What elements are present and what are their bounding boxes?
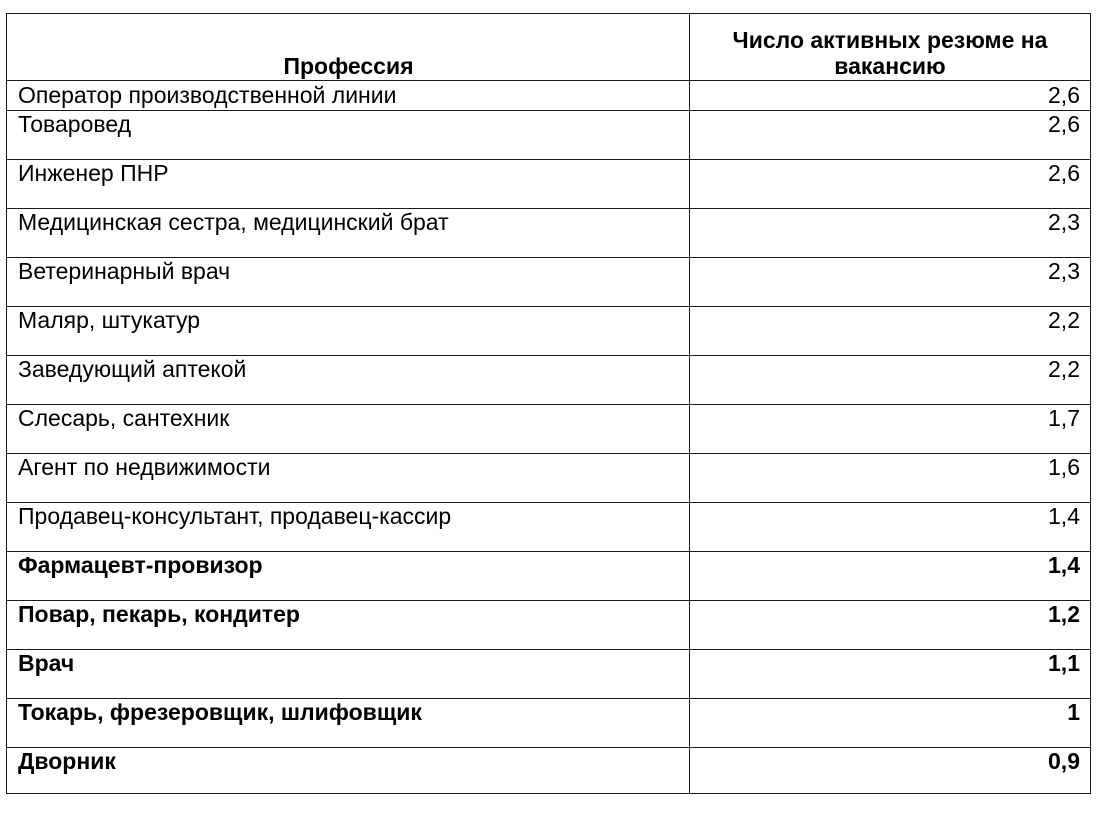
profession-cell: Повар, пекарь, кондитер (7, 601, 690, 650)
ratio-cell: 1,4 (690, 503, 1091, 552)
profession-cell: Агент по недвижимости (7, 454, 690, 503)
profession-cell: Товаровед (7, 111, 690, 160)
table-row (7, 699, 1091, 748)
profession-cell: Токарь, фрезеровщик, шлифовщик (7, 699, 690, 748)
profession-cell: Медицинская сестра, медицинский брат (7, 209, 690, 258)
ratio-cell: 1,4 (690, 552, 1091, 601)
ratio-cell: 2,2 (690, 356, 1091, 405)
ratio-cell: 1 (690, 699, 1091, 748)
table-row (7, 81, 1091, 111)
header-ratio: Число активных резюме на вакансию (690, 14, 1091, 81)
profession-cell: Инженер ПНР (7, 160, 690, 209)
table-row (7, 160, 1091, 209)
profession-cell: Оператор производственной линии (7, 81, 690, 111)
profession-cell: Фармацевт-провизор (7, 552, 690, 601)
table-row (7, 209, 1091, 258)
table-row (7, 650, 1091, 699)
profession-cell: Заведующий аптекой (7, 356, 690, 405)
profession-cell: Дворник (7, 748, 690, 794)
table-row (7, 601, 1091, 650)
table-row (7, 111, 1091, 160)
ratio-cell: 2,6 (690, 160, 1091, 209)
table-row (7, 748, 1091, 794)
table-body (7, 81, 1091, 794)
table-row (7, 552, 1091, 601)
ratio-cell: 2,3 (690, 258, 1091, 307)
ratio-cell: 2,6 (690, 81, 1091, 111)
ratio-cell: 1,2 (690, 601, 1091, 650)
profession-table (6, 13, 1091, 794)
table-row (7, 258, 1091, 307)
profession-cell: Маляр, штукатур (7, 307, 690, 356)
profession-cell: Слесарь, сантехник (7, 405, 690, 454)
table-row (7, 405, 1091, 454)
table-row (7, 454, 1091, 503)
ratio-cell: 0,9 (690, 748, 1091, 794)
ratio-cell: 1,6 (690, 454, 1091, 503)
ratio-cell: 2,2 (690, 307, 1091, 356)
profession-cell: Ветеринарный врач (7, 258, 690, 307)
header-profession: Профессия (7, 14, 690, 81)
ratio-cell: 2,3 (690, 209, 1091, 258)
ratio-cell: 1,7 (690, 405, 1091, 454)
table-row (7, 356, 1091, 405)
profession-cell: Продавец-консультант, продавец-кассир (7, 503, 690, 552)
profession-cell: Врач (7, 650, 690, 699)
ratio-cell: 1,1 (690, 650, 1091, 699)
header-row (7, 14, 1091, 81)
table-row (7, 503, 1091, 552)
table-row (7, 307, 1091, 356)
ratio-cell: 2,6 (690, 111, 1091, 160)
